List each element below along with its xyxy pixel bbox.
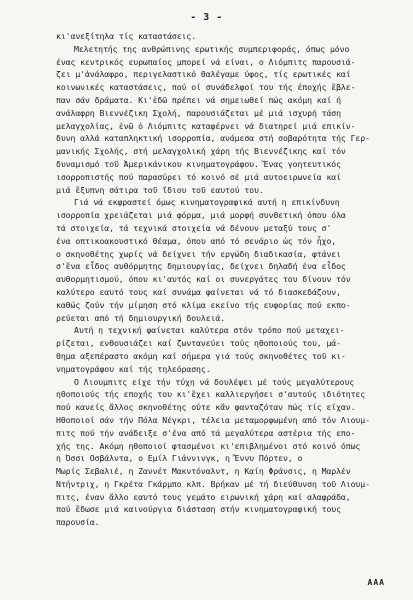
text-line: μελαγχολίας, ἐνῶ ὁ Λιόμπιτς καταφέρνει νά διατηρεί μιά επικίν- <box>56 120 356 131</box>
text-line: ένας κεντρικός ευρωπαίος μπορεί νά είναι, ο Λιόμπιτς παρουσιά- <box>56 56 356 67</box>
text-line: παν σάν δράματα. Κι'ἐδῶ πρέπει νά σημειωθεί πώς ακόμη καί ή <box>56 94 341 105</box>
text-line: τά στοιχεία, τά τεχνικά στοιχεία νά δένουν μεταξύ τους σ' <box>56 222 332 233</box>
text-line: αυθορμητισμού, όπου κι'αυτός καί οι συνεργάτες του δίνουν τόν <box>56 274 351 285</box>
text-line: καθώς ζούν τήν μίμηση στό κλίμα εκείνο τής ευφορίας πού εκπο- <box>56 299 351 310</box>
text-line: ισορροπία χρειάζεται μιά φόρμα, μιά μορφή συνθετική όπου όλα <box>56 210 346 221</box>
text-line: κι'ανεξίτηλα τίς καταστάσεις. <box>56 31 197 41</box>
text-line: Γιά νά εκφραστεί όμως κινηματογραφικά αυτή η επικίνδυνη <box>74 197 340 208</box>
text-line: δυνη αλλά καταπληκτική ισορροπία, ανάμεσα στή σοβαρότητα τής Γερ- <box>56 133 370 144</box>
text-line: πιτς πού τήν ανάδειξε σ'ένα από τά μεγαλύτερα αστέρια τής επο- <box>56 427 356 438</box>
text-line: μιά ἔξυπνη σάτιρα τοῦ ἴδιου τοῦ εαυτού του. <box>56 184 264 195</box>
footer-mark: AAA <box>367 578 385 587</box>
text-line: ρίζεται, ενθουσιάζει καί ζωντανεύει τούς ηθοποιούς του, μά- <box>56 338 341 349</box>
text-line: πού κανείς ἄλλος σκηνοθέτης ούτε κἄν φανταζόταν πώς τίς είχαν. <box>56 402 356 413</box>
text-line: ανάλαφρη Βιεννέζικη Σχολή, παρουσιάζεται μέ μιά ισχυρή τάση <box>56 107 341 118</box>
text-line: Μελετητής της ανθρώπινης ερωτικής συμπεριφοράς, όπως μόνο <box>74 43 350 54</box>
text-line: ρεύεται από τή δημιουργική δουλειά. <box>56 312 226 323</box>
text-line: πιτς, έναν ἄλλο εαυτό τους γεμάτο ειρωνική χάρη καί αλαφράδα, <box>56 491 351 502</box>
text-line: μανικής Σχολής, στή μελαγχολική χάρη τής Βιεννέζικης καί τόν <box>56 146 346 157</box>
text-line: Ο Λιουμπιτς είχε τήν τύχη νά δουλέψει μέ τούς μεγαλύτερους <box>74 376 355 387</box>
text-line: Ντήντριχ, η Γκρέτα Γκάρμπο κλπ. Βρήκαν μέ τή διεύθυνση τοῦ Λιουμ- <box>56 478 370 489</box>
text-line: Ηθοποιοί σάν τήν Πόλα Νέγκρι, τέλεια μεταμορφωμένη από τόν Λιουμ- <box>56 414 370 425</box>
text-line: η Όσσι Οσβάλντα, ο Εμίλ Γιάννινγκ, η Ἔννυ Πόρτεν, ο <box>56 453 303 464</box>
text-line: δυναμισμό τοῦ Ἀμερικάνικου κινηματογράφου. Ἕνας γοητευτικός <box>56 158 341 169</box>
page-number: - 3 - <box>190 12 223 23</box>
text-line: χής της. Ακόμη ηθοποιοί φτασμένοι κι'επιβλημένοι στό κοινό όπως <box>56 440 361 451</box>
text-line: παρουσία. <box>56 517 100 528</box>
text-line: πού ἔδωσε μιά καινούργια διάσταση στήν κινηματογραφική τους <box>56 504 341 515</box>
text-line: ηθοποιούς τής εποχής του κι'ἔχει καλλιεργήσει σ'αυτούς ιδιότητες <box>56 389 366 400</box>
text-line: ισορροπιστής πού παρασύρει τό κοινό σέ μιά αυτοειρωνεία καί <box>56 171 341 182</box>
text-line: Αυτή η τεχνική φαίνεται καλύτερα στόν τρόπο πού μεταχει- <box>74 325 345 336</box>
text-line: κοινωνικές καταστάσεις, πού οί συνάδελφοί του τής έποχής ἔβλε- <box>56 82 356 93</box>
body-text <box>56 30 402 529</box>
text-line: σ'ἕνα εἶδος αυθόρμητης δημιουργίας, δείχνει δηλαδή ένα εἶδος <box>56 261 346 272</box>
text-line: θημα αξεπέραστο ακόμη καί σήμερα γιά τούς σκηνοθέτες τοῦ κι- <box>56 350 346 361</box>
text-line: νηματογράφου καί τής τηλεόρασης. <box>56 363 211 374</box>
text-line: ένα οπτικοακουστικό θέαμα, όπου από τό σενάριο ὡς τόν ἦχο, <box>56 235 337 246</box>
text-line: ζει μ'ἀνάλαφρο, περιγελαστικό θαλέγαμε ύφος, τίς ερωτικές καί <box>56 69 351 80</box>
text-line: ο σκηνοθέτης χωρίς νά δείχνει τήν εργώδη διαδικασία, φτάνει <box>56 248 341 259</box>
text-line: Μωρίς Σεβαλιέ, η Ζαννέτ Μακντόναλντ, η Καίη Φράνσις, η Μαρλέν <box>56 466 351 477</box>
text-line: καλύτερο εαυτό τους καί συνάμα φαίνεται νά τό διασκεδάζουν, <box>56 286 341 297</box>
